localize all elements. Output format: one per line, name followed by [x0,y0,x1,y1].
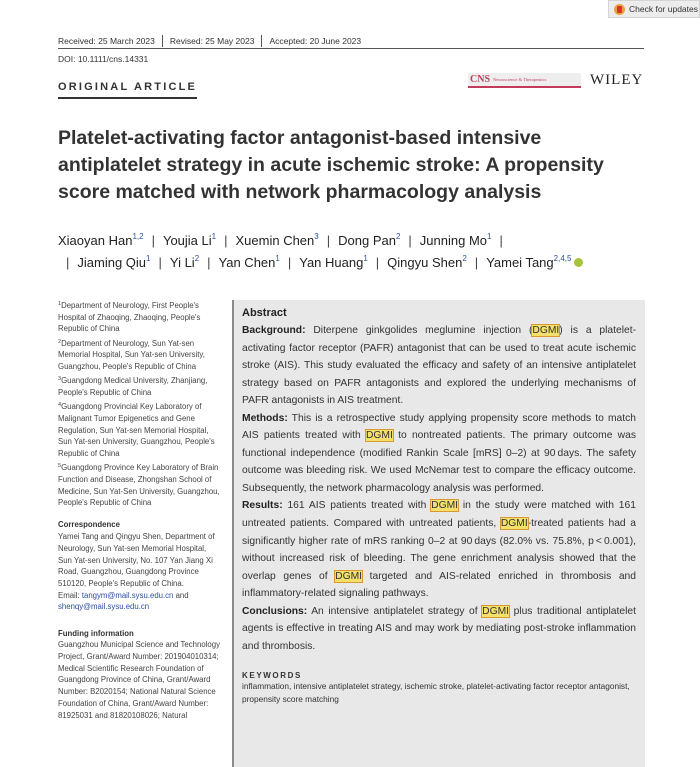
author-name[interactable]: Qingyu Shen [387,255,463,270]
abstract-text: to nontreated patients. The primary outcome was functional independence (modified Rankin Scale [mRS] 0–2) at 90 days. The safety outcome was bleeding risk. We used McNemar test to compare the efficacy outcome. Subsequently, the network pharmacology analysis was performed. [242,430,636,494]
highlighted-term: DGMI [532,325,560,336]
highlighted-term: DGMI [335,570,363,582]
affiliation-number: 1 [58,301,62,307]
abstract-text: An intensive antiplatelet strategy of [307,605,483,617]
affiliation [58,401,221,460]
crossmark-icon [614,4,625,15]
abstract-section [242,322,636,410]
author-affiliation-marker: 2 [395,232,401,241]
affiliation [58,462,221,509]
journal-name: Neuroscience & Therapeutics [493,77,547,82]
affiliation-text: Guangdong Medical University, Zhanjiang, People's Republic of China [58,376,208,397]
author-affiliation-marker: 1 [211,232,217,241]
email-link-tang[interactable]: tangym@mail.sysu.edu.cn [81,590,174,600]
author-separator: | [151,233,155,248]
author-affiliation-marker: 2,4,5 [553,254,572,263]
author-name[interactable]: Xuemin Chen [235,233,315,248]
author-affiliation-marker: 3 [314,232,319,241]
abstract-text: ) is a platelet-activating factor receptor (PAFR) antagonist that can be used to treat acute ischemic stroke (AIS). This study evaluated the efficacy and safety of an intensive antiplatelet strategy based on PAFR antagonists and explored the underlying mechanisms of PAFR antagonists in AIS treatment. [242,325,637,407]
abstract-section-label: Methods: [242,412,288,424]
abstract-section-label: Results: [242,500,283,512]
email-and: and [173,590,189,600]
author-separator: | [326,233,331,248]
check-for-updates-label: Check for updates [629,4,698,14]
article-info-column [58,300,221,724]
article-title: Platelet-activating factor antagonist-based intensive antiplatelet strategy in acute ischemic stroke: A propensity score matched with network pharmacology analysis [58,127,604,203]
highlighted-term: DGMI [482,605,510,617]
author-affiliation-marker: 1,2 [132,232,144,241]
author-separator: | [66,255,70,270]
author-affiliation-marker: 1 [487,232,492,241]
email-label: Email: [58,590,82,600]
abstract-heading: Abstract [242,307,287,319]
affiliation-text: Guangdong Provincial Key Laboratory of Malignant Tumor Epigenetics and Gene Regulation, Sun Yat-sen Memorial Hospital, Sun Yat-sen University, Guangzhou, People's Republic of China [58,402,215,458]
correspondence-text [58,531,221,613]
received-date: Received: 25 March 2023 [58,36,155,46]
author-name[interactable]: Yamei Tang [486,255,554,270]
abstract-text: This is a retrospective study applying propensity score methods to match AIS patients treated with [242,412,636,442]
accepted-date: Accepted: 20 June 2023 [261,35,368,47]
abstract-section-label: Conclusions: [242,605,308,617]
author-name[interactable]: Yan Huang [299,255,364,270]
abstract-section [242,603,636,656]
affiliation-text: Department of Neurology, First People's Hospital of Zhaoqing, Zhaoqing, People's Republic of China [58,301,201,334]
journal-logo [468,73,581,88]
author-separator: | [499,233,503,248]
abstract-section [242,497,636,602]
email-link-shen[interactable]: shenqy@mail.sysu.edu.cn [58,602,150,612]
author-separator: | [287,255,292,270]
check-for-updates-button[interactable] [608,0,700,18]
funding-text: Guangzhou Municipal Science and Technology Project, Grant/Award Number: 201904010314; Medical Scientific Research Foundation of Guangdong Province of China, Grant/Award Number: B2020154; National Natural Science Foundation of China, Grant/Award Number: 81925031 and 81820108026; Natural [58,640,220,720]
revised-date: Revised: 25 May 2023 [162,35,262,47]
affiliation-number: 3 [58,376,62,383]
author-affiliation-marker: 2 [462,254,467,263]
affiliation-text: Department of Neurology, Sun Yat-sen Memorial Hospital, Sun Yat-sen University, Guangzhou, People's Republic of China [58,338,205,372]
correspondence-heading: Correspondence [58,520,120,530]
abstract-section [242,410,636,498]
article-dates [58,35,644,49]
author-separator: | [408,233,412,248]
author-list [58,230,618,274]
keywords-heading: KEYWORDS [242,671,302,681]
author-separator: | [207,255,211,270]
correspondence-address: Yamei Tang and Qingyu Shen, Department of Neurology, Sun Yat-sen Memorial Hospital, Sun Yat-sen University, No. 107 Yan Jiang Xi Road, Guangzhou, Guangdong Province 510120, People's Republic of China. [58,532,215,588]
abstract-text: targeted and AIS-related enriched in thrombosis and inflammatory-related signaling pathways. [242,570,636,600]
author-name[interactable]: Yi Li [169,255,195,270]
orcid-icon[interactable] [574,258,583,267]
affiliation-number: 5 [58,463,62,470]
author-name[interactable]: Youjia Li [162,233,212,248]
doi: DOI: 10.1111/cns.14331 [58,54,149,64]
highlighted-term: DGMI [431,500,459,512]
author-name[interactable]: Jiaming Qiu [77,255,147,270]
article-type: ORIGINAL ARTICLE [58,81,197,99]
affiliations [58,300,221,509]
affiliation [58,375,221,398]
abstract-section-label: Background: [242,325,306,336]
affiliation [58,338,221,373]
abstract-body [242,322,636,655]
affiliation-number: 4 [58,402,62,409]
affiliation-text: Guangdong Province Key Laboratory of Brain Function and Disease, Zhongshan School of Medicine, Sun Yat-Sen University, Guangzhou, People's Republic of China [58,463,220,508]
keywords-text: inflammation, intensive antiplatelet strategy, ischemic stroke, platelet-activating factor receptor antagonist, propensity score matching [242,681,630,705]
author-name[interactable]: Dong Pan [338,233,396,248]
journal-abbr: CNS [470,74,491,85]
author-name[interactable]: Junning Mo [419,233,488,248]
abstract-box [232,300,645,767]
abstract-text: 161 AIS patients treated with [282,500,432,512]
highlighted-term: DGMI [500,518,528,530]
author-affiliation-marker: 2 [194,254,200,263]
author-separator: | [474,255,479,270]
publisher-logo: WILEY [590,72,644,88]
abstract-text: Diterpene ginkgolides meglumine injection ( [305,325,533,336]
abstract-text: plus traditional antiplatelet agents is effective in treating AIS and may work by mediating post-stroke inflammation and thrombosis. [242,605,636,652]
author-affiliation-marker: 1 [363,254,368,263]
funding-heading: Funding information [58,628,134,638]
author-separator: | [224,233,228,248]
affiliation [58,300,221,335]
author-name[interactable]: Yan Chen [218,255,276,270]
author-affiliation-marker: 1 [146,254,151,263]
keywords [242,671,636,706]
abstract-text: in the study were matched with 161 untreated patients. Compared with untreated patients, [242,500,636,530]
author-affiliation-marker: 1 [275,254,280,263]
affiliation-number: 2 [58,338,62,345]
author-separator: | [375,255,380,270]
author-name[interactable]: Xiaoyan Han [58,233,133,248]
abstract-text: -treated patients had a significantly higher rate of mRS ranking 0–2 at 90 days (82.0% vs. 75.8%, p < 0.001), without increased risk of bleeding. The gene enrichment analysis showed that the overlap genes of [242,518,636,582]
highlighted-term: DGMI [365,430,393,442]
author-separator: | [158,255,162,270]
